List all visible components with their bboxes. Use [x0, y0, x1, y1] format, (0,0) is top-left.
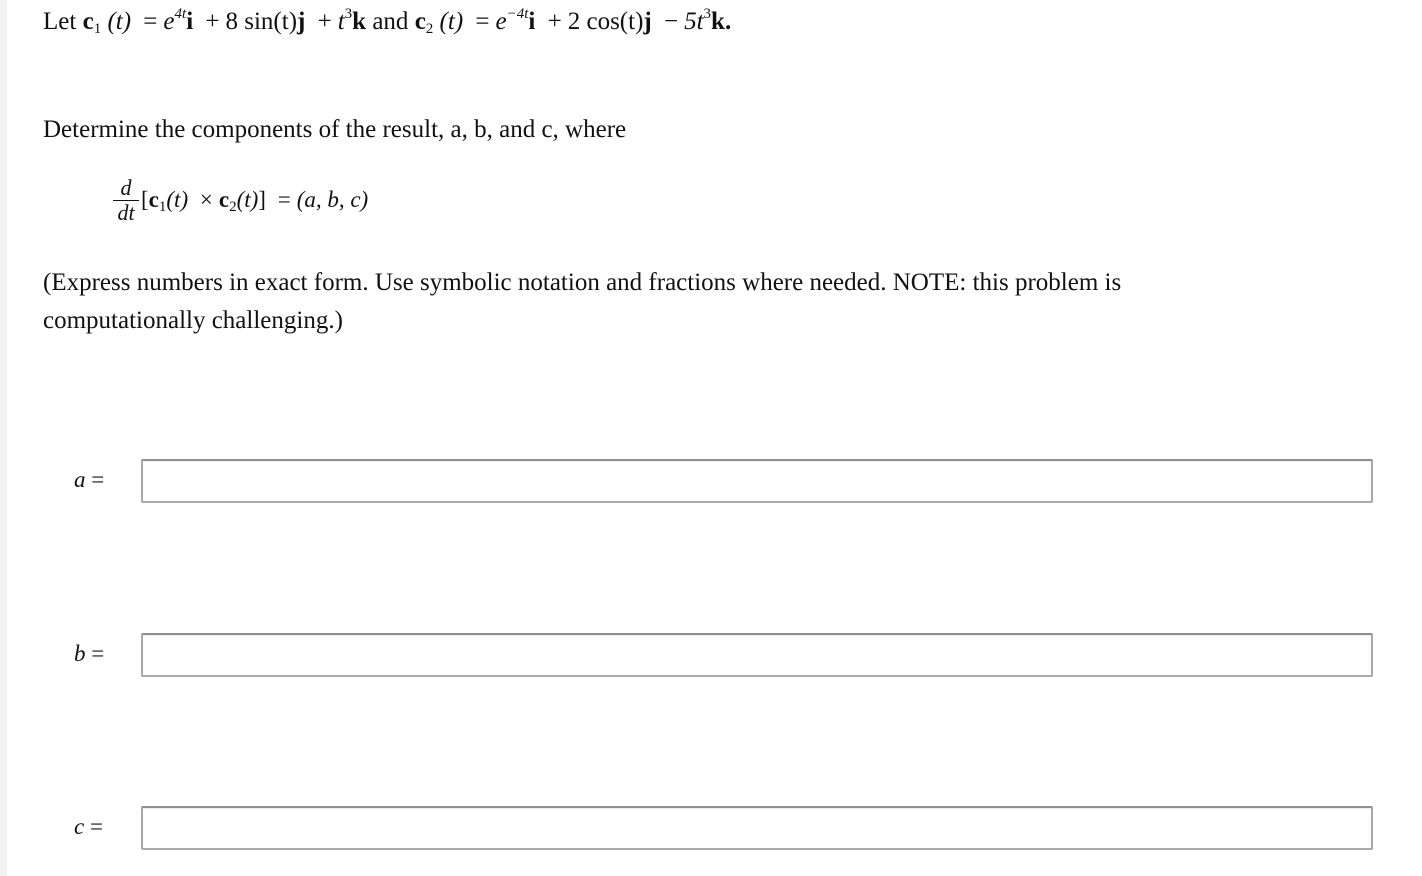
c2-i-coef: e — [495, 8, 507, 35]
deriv-c2-subscript: 2 — [229, 198, 237, 215]
cross-sign: × — [199, 186, 213, 212]
c2-k-exponent: 3 — [703, 6, 712, 22]
and-word: and — [372, 8, 409, 35]
answer-input-b[interactable] — [141, 633, 1373, 677]
c2-j-coef: 2 cos(t) — [567, 8, 644, 35]
plus-sign: + — [547, 8, 562, 35]
deriv-c1-arg: (t) — [166, 186, 189, 212]
c2-arg: (t) — [439, 8, 464, 35]
c1-i-exponent: 4t — [174, 6, 187, 22]
c2-j-vector: j — [643, 8, 652, 35]
answer-var-b: b — [74, 641, 86, 666]
equals-sign: = — [143, 8, 158, 35]
open-bracket: [ — [141, 186, 149, 212]
c1-subscript: 1 — [93, 21, 102, 37]
answer-eq-a: = — [91, 467, 105, 492]
deriv-c1-subscript: 1 — [158, 198, 167, 215]
equals-sign: = — [475, 8, 490, 35]
answer-input-a[interactable] — [141, 459, 1373, 503]
instructions-note: (Express numbers in exact form. Use symbolic notation and fractions where needed. NOTE: this problem is computationally challenging.) — [43, 269, 1122, 334]
c1-k-coef: t — [337, 8, 345, 35]
c1-j-vector: j — [297, 8, 306, 35]
instruction-text: Determine the components of the result, a, b, and c, where — [43, 116, 627, 143]
c1-i-vector: i — [186, 8, 194, 35]
fraction-denominator: dt — [117, 200, 135, 225]
definition-line — [43, 4, 731, 40]
c1-k-exponent: 3 — [344, 6, 353, 22]
c1-arg: (t) — [107, 8, 132, 35]
c2-i-exponent: −4t — [506, 6, 529, 22]
deriv-c2-symbol: c — [218, 186, 230, 212]
plus-sign: + — [205, 8, 220, 35]
minus-sign: − — [663, 8, 679, 35]
derivative-equation — [113, 176, 368, 225]
answer-var-c: c — [74, 814, 85, 839]
cross-product-expression — [141, 187, 368, 213]
answer-label-b — [74, 641, 104, 667]
c1-j-coef: 8 sin(t) — [225, 8, 298, 35]
result-tuple: (a, b, c) — [296, 186, 369, 212]
answer-var-a: a — [74, 467, 86, 492]
c1-i-coef: e — [163, 8, 175, 35]
c2-k-coef: 5t — [684, 8, 704, 35]
plus-sign: + — [317, 8, 332, 35]
answer-input-c[interactable] — [141, 806, 1373, 850]
let-word: Let — [43, 8, 77, 35]
c1-k-vector: k — [352, 8, 367, 35]
c1-symbol: c — [82, 8, 94, 35]
answer-label-a — [74, 467, 104, 493]
deriv-equals-sign: = — [277, 186, 291, 212]
left-edge-border — [0, 0, 7, 876]
answer-eq-c: = — [89, 814, 103, 839]
c2-subscript: 2 — [425, 21, 434, 37]
c2-symbol: c — [414, 8, 426, 35]
c2-k-vector: k — [711, 8, 725, 35]
answer-eq-b: = — [91, 641, 105, 666]
c2-i-vector: i — [528, 8, 536, 35]
answer-label-c — [74, 814, 103, 840]
derivative-fraction — [113, 176, 139, 225]
deriv-c1-symbol: c — [148, 186, 159, 212]
deriv-c2-arg: (t) — [236, 186, 259, 212]
period: . — [724, 8, 732, 35]
fraction-numerator: d — [120, 175, 132, 200]
close-bracket: ] — [258, 186, 266, 212]
